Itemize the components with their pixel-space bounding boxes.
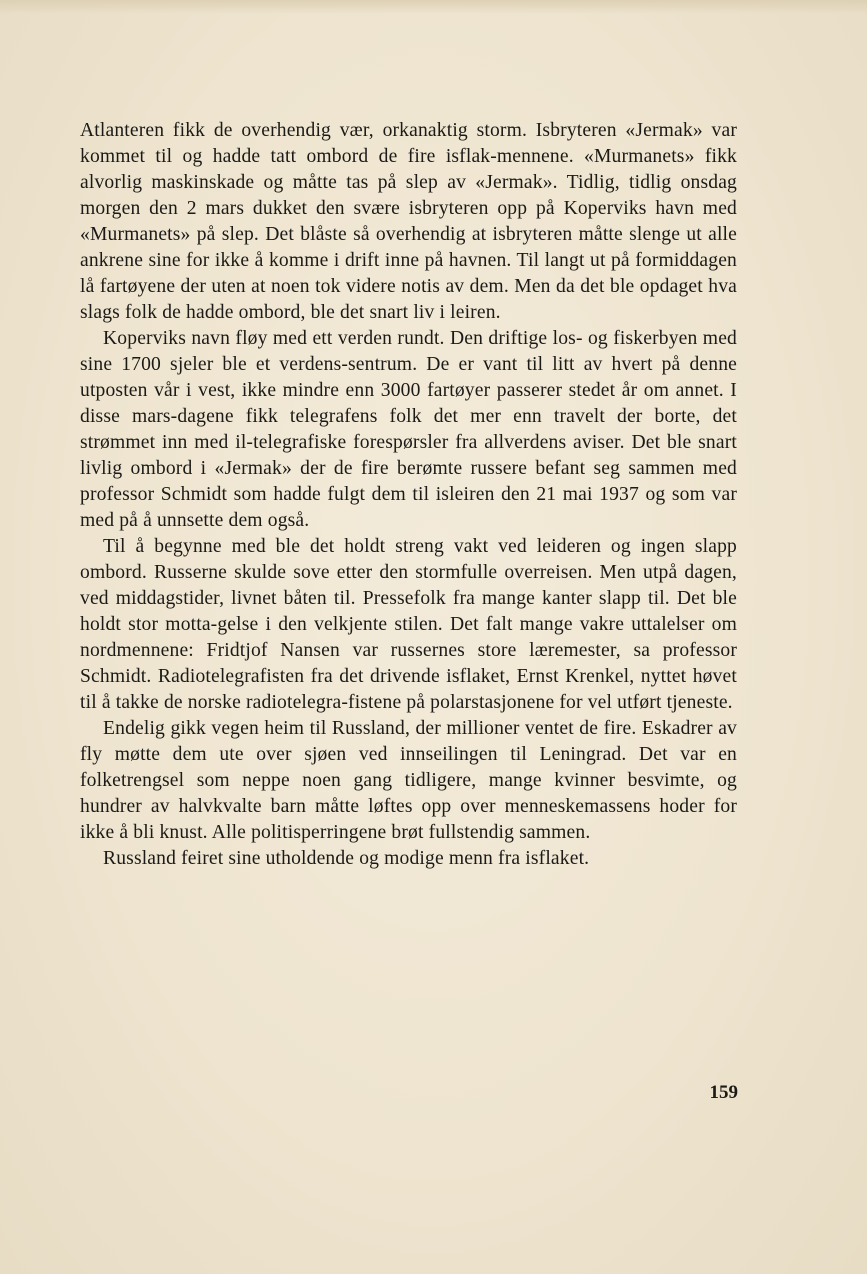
body-text [80,118,737,872]
paragraph-3: Til å begynne med ble det holdt streng vakt ved leideren og ingen slapp ombord. Russerne skulde sove etter den stormfulle overreisen. Men utpå dagen, ved middagstider, livnet båten til. Pressefolk fra mange kanter slapp til. Det ble holdt stor motta-gelse i den velkjente stilen. Det falt mange vakre uttalelser om nordmennene: Fridtjof Nansen var russernes store læremester, sa professor Schmidt. Radiotelegrafisten fra det drivende isflaket, Ernst Krenkel, nyttet høvet til å takke de norske radiotelegra-fistene på polarstasjonene for vel utført tjeneste. [80,536,737,713]
paragraph-1: Atlanteren fikk de overhendig vær, orkanaktig storm. Isbryteren «Jermak» var kommet til og hadde tatt ombord de fire isflak-mennene. «Murmanets» fikk alvorlig maskinskade og måtte tas på slep av «Jermak». Tidlig, tidlig onsdag morgen den 2 mars dukket den svære isbryteren opp på Koperviks havn med «Murmanets» på slep. Det blåste så overhendig at isbryteren måtte slenge ut alle ankrene sine for ikke å komme i drift inne på havnen. Til langt ut på formiddagen lå fartøyene der uten at noen tok videre notis av dem. Men da det ble opdaget hva slags folk de hadde ombord, ble det snart liv i leiren. [80,120,737,323]
page-number: 159 [709,1082,738,1103]
paragraph-2: Koperviks navn fløy med ett verden rundt. Den driftige los- og fiskerbyen med sine 1700 sjeler ble et verdens-sentrum. De er vant til litt av hvert på denne utposten vår i vest, ikke mindre enn 3000 fartøyer passerer stedet år om annet. I disse mars-dagene fikk telegrafens folk det mer enn travelt der borte, det strømmet inn med il-telegrafiske forespørsler fra allverdens aviser. Det ble snart livlig ombord i «Jermak» der de fire berømte russere befant seg sammen med professor Schmidt som hadde fulgt dem til isleiren den 21 mai 1937 og som var med på å unnsette dem også. [80,328,737,531]
paragraph-5: Russland feiret sine utholdende og modige menn fra isflaket. [103,848,590,869]
page-edge-shadow [0,0,867,14]
paragraph-4: Endelig gikk vegen heim til Russland, der millioner ventet de fire. Eskadrer av fly møtte dem ute over sjøen ved innseilingen til Leningrad. Det var en folketrengsel som neppe noen gang tidligere, mange kvinner besvimte, og hundrer av halvkvalte barn måtte løftes opp over menneskemassens hoder for ikke å bli knust. Alle politisperringene brøt fullstendig sammen. [80,718,737,843]
